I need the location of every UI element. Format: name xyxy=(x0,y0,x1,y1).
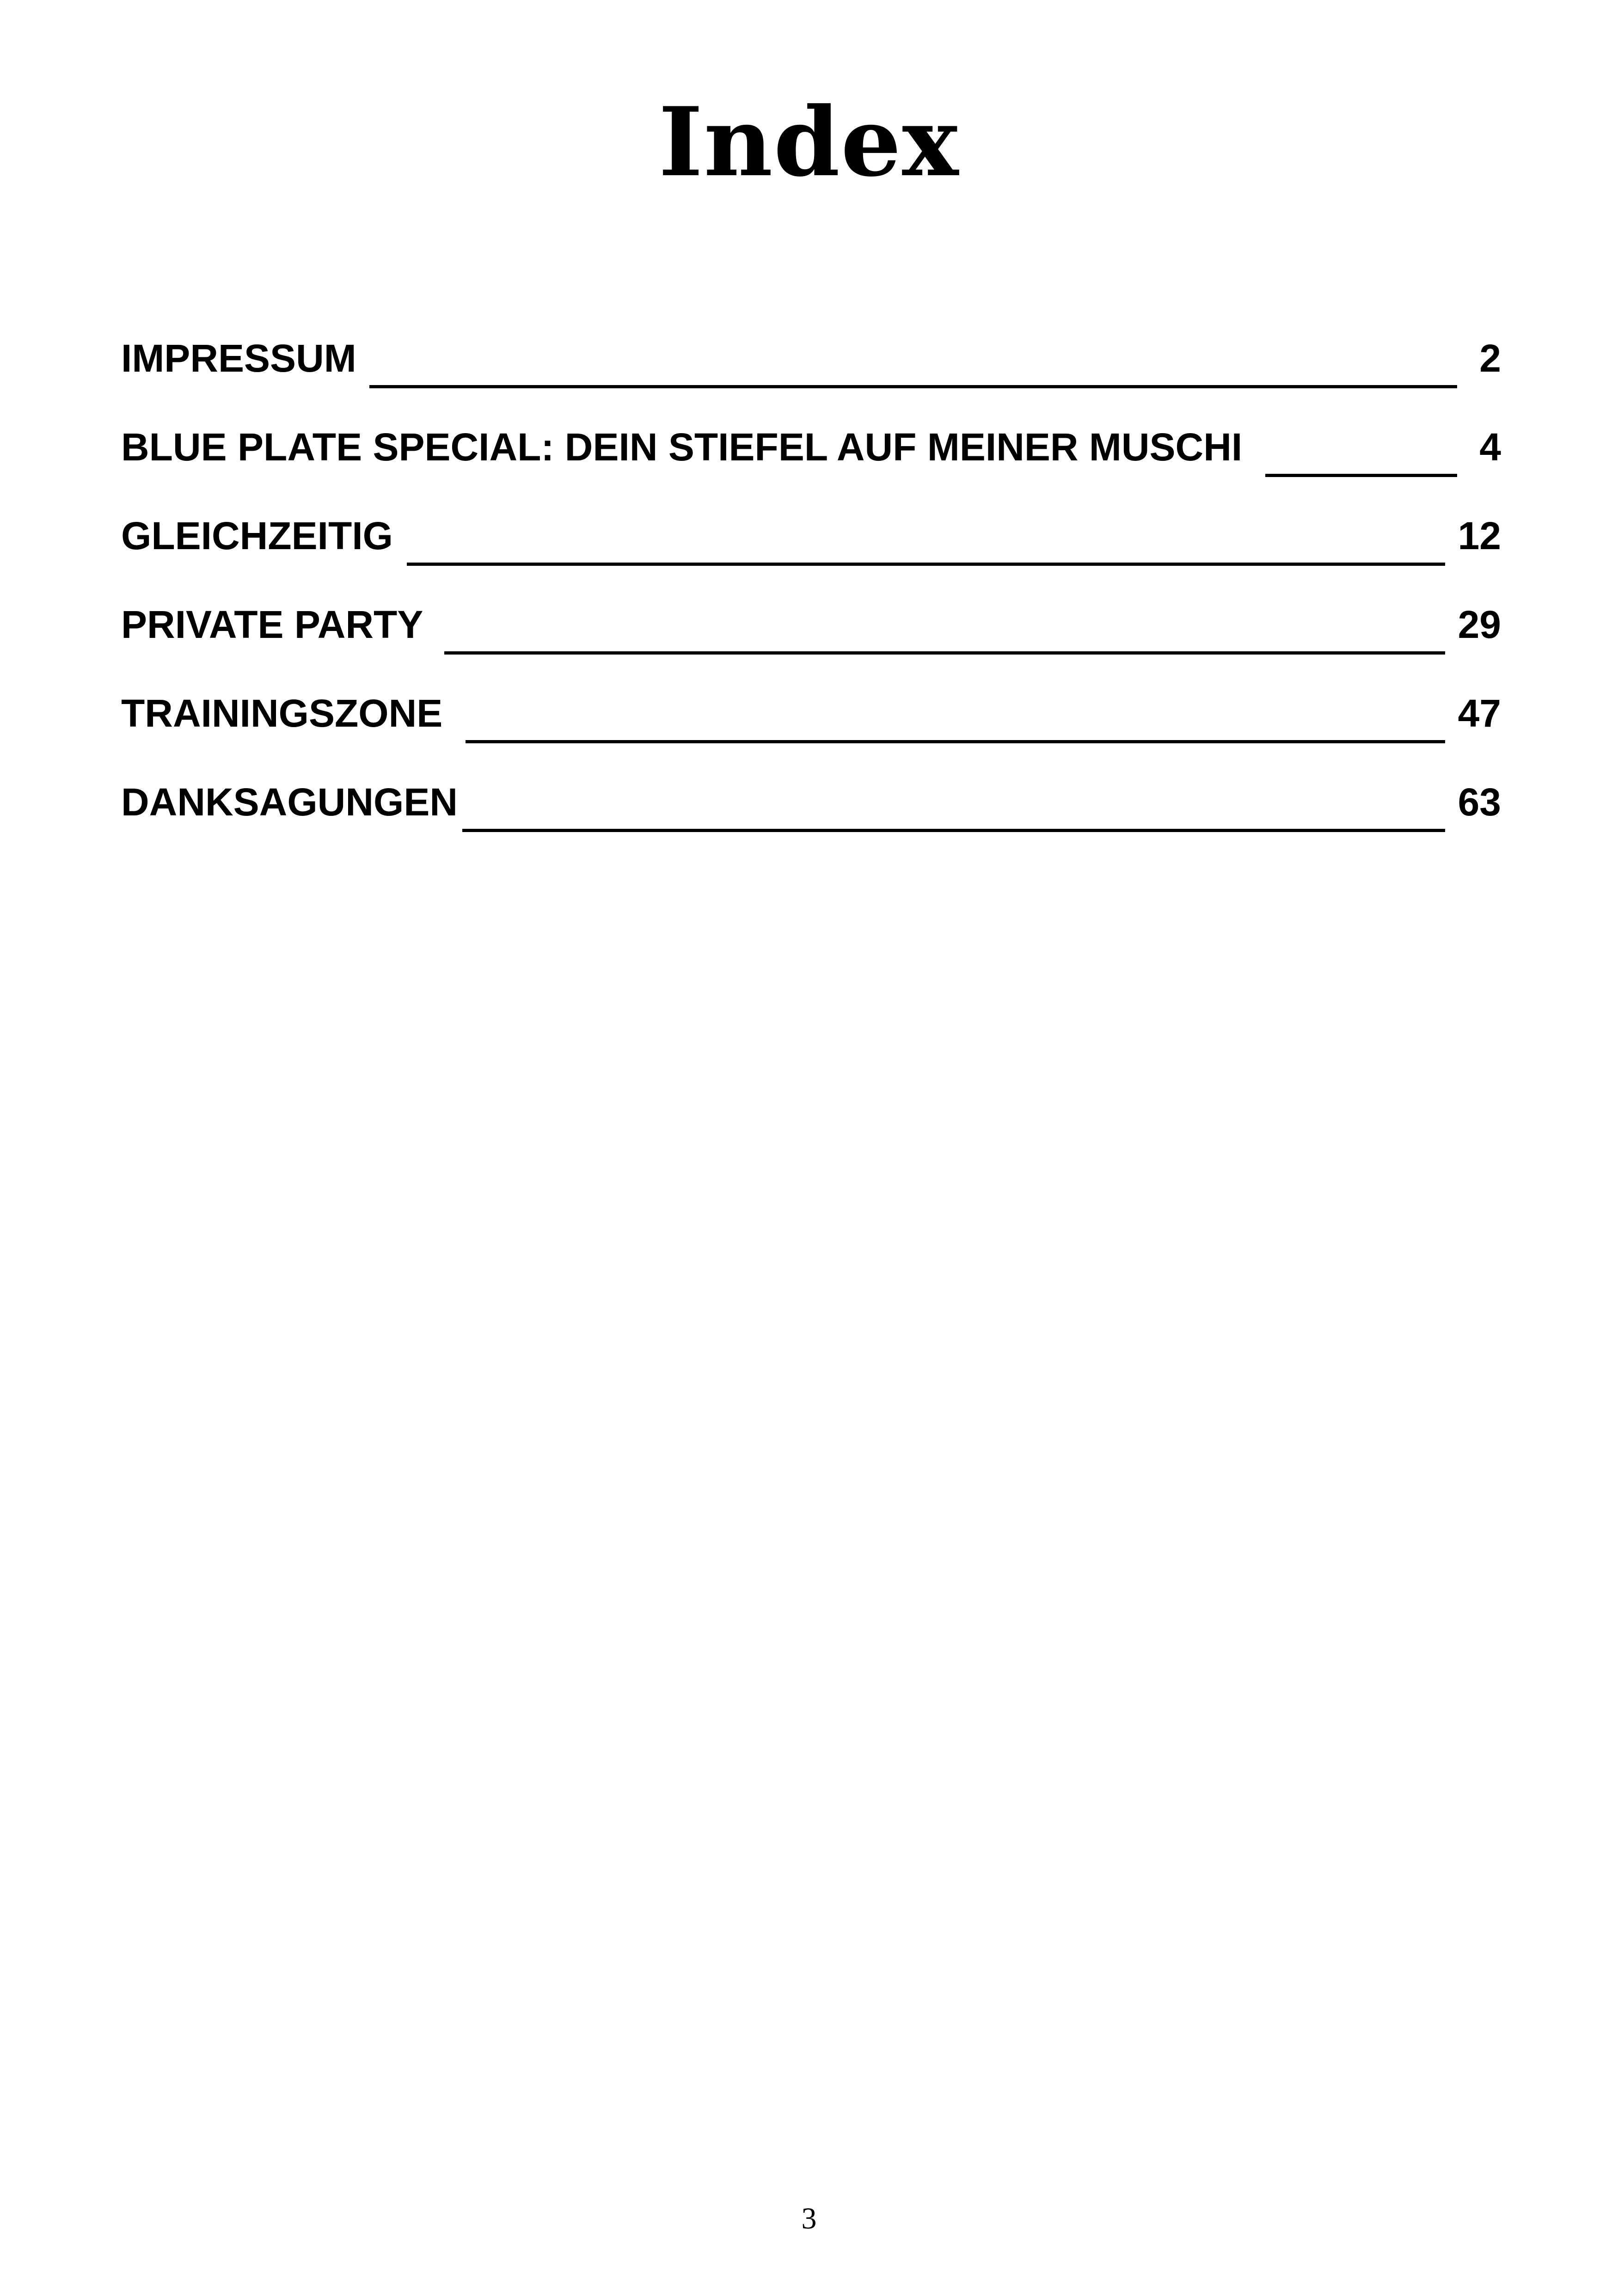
toc-entry-label: GLEICHZEITIG xyxy=(121,514,393,557)
toc-entry[interactable] xyxy=(121,510,1501,599)
toc-entry[interactable] xyxy=(121,333,1501,422)
toc-entry-label: TRAININGSZONE xyxy=(121,692,443,735)
toc-entry-label: PRIVATE PARTY xyxy=(121,603,423,646)
toc-entry[interactable] xyxy=(121,422,1501,510)
toc-entry-label: BLUE PLATE SPECIAL: DEIN STIEFEL AUF MEINER MUSCHI xyxy=(121,425,1243,469)
toc-entry[interactable] xyxy=(121,688,1501,777)
toc-entry-page: 4 xyxy=(1479,425,1501,469)
toc-entry[interactable] xyxy=(121,777,1501,865)
toc-leader-line xyxy=(369,385,1458,388)
toc-entry-page: 29 xyxy=(1458,603,1501,646)
toc-entry-label: IMPRESSUM xyxy=(121,337,356,380)
toc-leader-line xyxy=(1265,473,1457,477)
page-number: 3 xyxy=(801,2202,817,2235)
toc-leader-line xyxy=(444,651,1445,655)
toc-entry-label: DANKSAGUNGEN xyxy=(121,780,458,824)
toc-leader-line xyxy=(407,562,1445,566)
toc-entry-page: 2 xyxy=(1479,337,1501,380)
toc-entry-page: 47 xyxy=(1458,692,1501,735)
toc-leader-line xyxy=(466,740,1445,743)
toc-entry-page: 63 xyxy=(1458,780,1501,824)
page-title: Index xyxy=(658,87,960,198)
table-of-contents xyxy=(121,333,1501,865)
toc-entry[interactable] xyxy=(121,599,1501,688)
toc-leader-line xyxy=(462,828,1445,832)
toc-entry-page: 12 xyxy=(1458,514,1501,557)
